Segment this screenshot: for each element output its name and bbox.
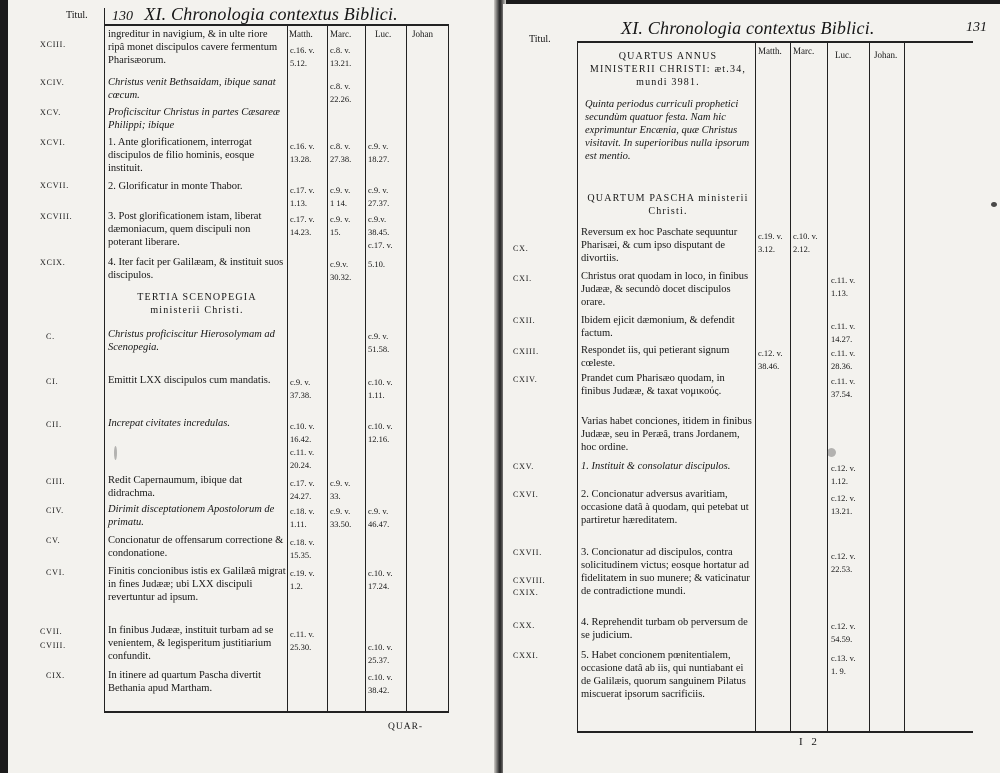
left-page: [8, 0, 497, 773]
catchword: QUAR-: [388, 722, 424, 732]
column-rule: [869, 42, 870, 732]
entry-text: Dirimit disceptationem Apostolorum de primatu.: [108, 504, 275, 528]
section-heading: TERTIA SCENOPEGIA ministerii Christi.: [137, 292, 257, 316]
right-folio: 131: [966, 20, 987, 35]
entry-text: In finibus Judææ, instituit turbam ad se venientem, & legisperitum justitiarium confundit.: [108, 625, 274, 662]
ref-matth: c.11. v. 25.30.: [290, 629, 315, 652]
ref-luc: c.11. v. 14.27.: [831, 321, 856, 344]
column-rule: [755, 42, 756, 732]
johan-column-header: Johan.: [874, 50, 898, 60]
entry-text: 1. Instituit & consolatur discipulos.: [581, 461, 731, 472]
column-rule: [365, 25, 366, 711]
ref-luc: c.9. v. 27.37.: [368, 185, 390, 208]
row-number: CXIII.: [513, 347, 539, 356]
entry-text: Proficiscitur Christus in partes Cæsareæ Philippi; ibique: [108, 107, 280, 131]
row-number: CV.: [46, 536, 61, 545]
ref-luc: c.12. v. 22.53.: [831, 551, 856, 574]
marc-column-header: Marc.: [330, 29, 352, 39]
section-heading: QUARTUS ANNUS MINISTERII CHRISTI: æt.34, mundi 3981.: [589, 51, 747, 88]
row-number: XCVII.: [40, 181, 70, 190]
row-number: XCIX.: [40, 258, 66, 267]
row-number: CVI.: [46, 568, 65, 577]
ref-matth: c.12. v. 38.46.: [758, 348, 783, 371]
ref-marc: c.10. v. 2.12.: [793, 231, 818, 254]
entry-text: ingreditur in navigium, & in ulte riore ripâ monet discipulos cavere fermentum Pharisæorum.: [108, 29, 278, 66]
ref-matth: c.9. v. 37.38.: [290, 377, 312, 400]
luc-column-header: Luc.: [835, 50, 852, 60]
entry-text: Redit Capernaumum, ibique dat didrachma.: [108, 475, 243, 499]
column-rule: [577, 42, 578, 732]
column-rule: [448, 25, 449, 711]
ref-marc: c.8. v. 22.26.: [330, 81, 352, 104]
row-number: CIV.: [46, 506, 64, 515]
entry-text: Concionatur de offensarum correctione & condonatione.: [108, 535, 284, 559]
ref-luc: c.10. v. 1.11.: [368, 377, 393, 400]
entry-text: 5. Habet concionem pœnitentialem, occasione datâ ab iis, qui nuntiabant ei de Galilæis, quorum sanguinem Pilatus miscuerat ipsorum sacrificiis.: [581, 650, 746, 700]
ref-matth: c.17. v. 24.27.: [290, 478, 315, 501]
ref-luc: 5.10.: [368, 259, 385, 269]
ref-marc: c.8. v. 13.21.: [330, 45, 352, 68]
row-number: CXVIII.: [513, 576, 546, 585]
entry-text: Increpat civitates incredulas.: [108, 418, 230, 429]
marc-column-header: Marc.: [793, 46, 815, 56]
row-number: CVIII.: [40, 641, 66, 650]
right-page: [503, 4, 1000, 773]
ref-luc: c.9. v. 51.58.: [368, 331, 390, 354]
entry-text: Reversum ex hoc Paschate sequuntur Pharisæi, & cum ipso disputant de divortiis.: [581, 227, 738, 264]
row-number: CXV.: [513, 462, 535, 471]
ref-luc: c.10. v. 25.37.: [368, 642, 393, 665]
right-running-title: XI. Chronologia contextus Biblici.: [621, 18, 875, 38]
ref-luc: c.12. v. 1.12.: [831, 463, 856, 486]
section-heading: QUARTUM PASCHA ministerii Christi.: [587, 193, 749, 217]
row-number: CXVI.: [513, 490, 539, 499]
row-number: CII.: [46, 420, 62, 429]
matth-column-header: Matth.: [758, 46, 782, 56]
right-running-header: [621, 18, 987, 39]
ref-marc: c.9.v. 30.32.: [330, 259, 352, 282]
ref-matth: c.10. v. 16.42. c.11. v. 20.24.: [290, 421, 315, 470]
ref-luc: c.12. v. 54.59.: [831, 621, 856, 644]
entry-text: Christus orat quodam in loco, in finibus Judææ, & secundò docet discipulos orare.: [581, 271, 749, 308]
column-rule: [827, 42, 828, 732]
entry-text: 3. Post glorificationem istam, liberat dæmoniacum, quem discipuli non poterant liberare.: [108, 211, 262, 248]
ref-luc: c.11. v. 28.36.: [831, 348, 856, 371]
row-number: CXIV.: [513, 375, 538, 384]
ref-matth: c.17. v. 1.13.: [290, 185, 315, 208]
column-rule: [327, 25, 328, 711]
row-number: XCV.: [40, 108, 62, 117]
ref-luc: c.10. v. 12.16.: [368, 421, 393, 444]
entry-text: Prandet cum Pharisæo quodam, in finibus Judææ, & taxat νομικούς.: [581, 373, 725, 397]
titul-column-header: Titul.: [66, 10, 88, 21]
entry-text: Quinta periodus curriculi prophetici secundùm quatuor festa. Nam hic exprimuntur Encænia, quæ Christus visitavit. In superioribus nulla ipsorum est mentio.: [585, 99, 750, 162]
ref-luc: c.9. v. 46.47.: [368, 506, 390, 529]
row-number: XCVIII.: [40, 212, 73, 221]
left-folio: 130: [112, 9, 133, 24]
entry-text: Varias habet conciones, itidem in finibus Judææ, seu in Peræâ, trans Jordanem, hoc ordine.: [581, 416, 752, 453]
luc-column-header: Luc.: [375, 29, 392, 39]
ref-luc: c.11. v. 37.54.: [831, 376, 856, 399]
row-number: CXVII.: [513, 548, 543, 557]
entry-text: 1. Ante glorificationem, interrogat discipulos de filio hominis, eosque instituit.: [108, 137, 255, 174]
row-number: CXIX.: [513, 588, 539, 597]
entry-text: 2. Concionatur adversus avaritiam, occasione datâ à quodam, qui petebat ut partiretur hæreditatem.: [581, 489, 749, 526]
row-number: CIII.: [46, 477, 66, 486]
entry-text: Emittit LXX discipulos cum mandatis.: [108, 375, 271, 386]
ref-luc: c.10. v. 17.24.: [368, 568, 393, 591]
ref-luc: c.13. v. 1. 9.: [831, 653, 856, 676]
ink-mark: [991, 202, 997, 207]
row-number: CX.: [513, 244, 529, 253]
row-number: XCVI.: [40, 138, 66, 147]
footer-rule: [577, 731, 973, 733]
left-running-title: XI. Chronologia contextus Biblici.: [144, 4, 398, 24]
ref-matth: c.18. v. 15.35.: [290, 537, 315, 560]
titul-column-header: Titul.: [529, 34, 551, 45]
ink-mark: [827, 448, 836, 457]
row-number: CI.: [46, 377, 59, 386]
entry-text: 4. Iter facit per Galilæam, & instituit suos discipulos.: [108, 257, 284, 281]
entry-text: Respondet iis, qui petierant signum cœleste.: [581, 345, 730, 369]
row-number: CXII.: [513, 316, 536, 325]
ink-mark: [114, 446, 117, 460]
ref-luc: c.12. v. 13.21.: [831, 493, 856, 516]
matth-column-header: Matth.: [289, 29, 313, 39]
ref-marc: c.9. v. 15.: [330, 214, 351, 237]
ref-luc: c.9.v. 38.45. c.17. v.: [368, 214, 393, 250]
johan-column-header: Johan: [412, 29, 433, 39]
header-rule: [577, 41, 973, 43]
ref-luc: c.10. v. 38.42.: [368, 672, 393, 695]
row-number: CIX.: [46, 671, 65, 680]
entry-text: Ibidem ejicit dæmonium, & defendit factum.: [581, 315, 735, 339]
entry-text: 3. Concionatur ad discipulos, contra solicitudinem victus; eosque hortatur ad fidelitatem in suo munere; & vaticinatur de contradictione mundi.: [581, 547, 750, 597]
column-rule: [104, 8, 105, 711]
entry-text: 4. Reprehendit turbam ob perversum de se judicium.: [581, 617, 748, 641]
ref-matth: c.16. v. 5.12.: [290, 45, 315, 68]
row-number: XCIII.: [40, 40, 66, 49]
ref-marc: c.8. v. 27.38.: [330, 141, 352, 164]
ref-matth: c.16. v. 13.28.: [290, 141, 315, 164]
entry-text: Christus proficiscitur Hierosolymam ad Scenopegia.: [108, 329, 275, 353]
ref-luc: c.9. v. 18.27.: [368, 141, 390, 164]
header-rule: [104, 24, 449, 26]
ref-marc: c.9. v. 1 14.: [330, 185, 351, 208]
ref-matth: c.19. v. 3.12.: [758, 231, 783, 254]
column-rule: [790, 42, 791, 732]
ref-matth: c.18. v. 1.11.: [290, 506, 315, 529]
ref-luc: c.11. v. 1.13.: [831, 275, 856, 298]
row-number: C.: [46, 332, 55, 341]
entry-text: Finitis concionibus istis ex Galilæâ migrat in fines Judææ; ubi LXX discipuli revertuntur ad ipsum.: [108, 566, 286, 603]
column-rule: [287, 25, 288, 711]
ref-marc: c.9. v. 33.50.: [330, 506, 352, 529]
row-number: CXXI.: [513, 651, 539, 660]
ref-matth: c.19. v. 1.2.: [290, 568, 315, 591]
row-number: CXX.: [513, 621, 536, 630]
entry-text: In itinere ad quartum Pascha divertit Bethania apud Martham.: [108, 670, 262, 694]
left-running-header: [112, 4, 398, 25]
footer-rule: [104, 711, 449, 713]
column-rule: [406, 25, 407, 711]
row-number: XCIV.: [40, 78, 65, 87]
row-number: CVII.: [40, 627, 63, 636]
row-number: CXI.: [513, 274, 532, 283]
entry-text: 2. Glorificatur in monte Thabor.: [108, 181, 243, 192]
entry-text: Christus venit Bethsaidam, ibique sanat cœcum.: [108, 77, 276, 101]
column-rule: [904, 42, 905, 732]
signature-mark: I 2: [799, 736, 820, 748]
ref-marc: c.9. v. 33.: [330, 478, 351, 501]
ref-matth: c.17. v. 14.23.: [290, 214, 315, 237]
